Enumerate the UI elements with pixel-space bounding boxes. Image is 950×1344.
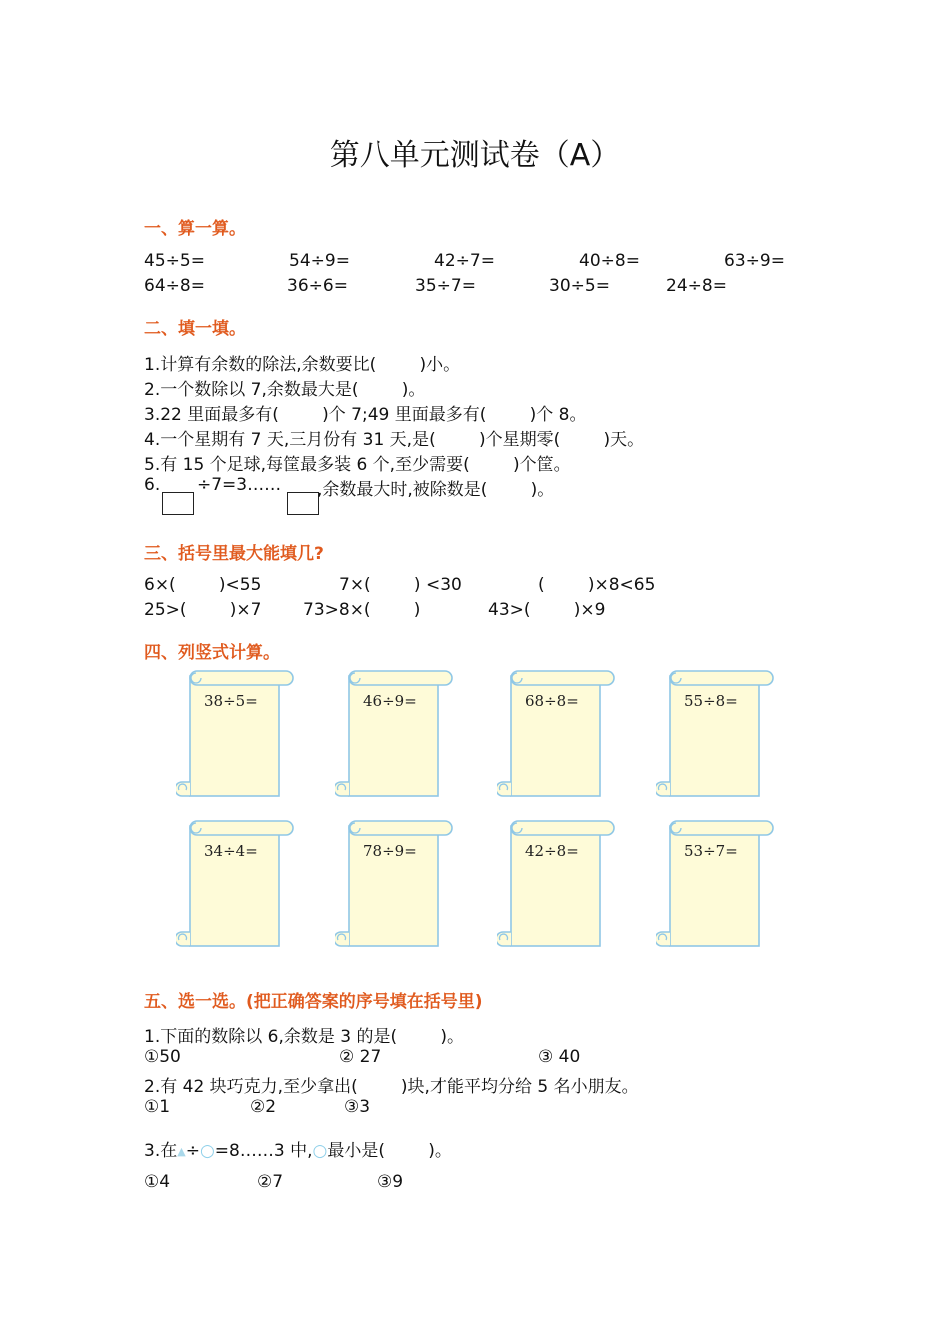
scroll-card xyxy=(176,668,298,800)
section-5-heading: 五、选一选。(把正确答案的序号填在括号里) xyxy=(144,992,483,1012)
division-problem: 46÷9= xyxy=(363,692,417,710)
circle-icon: ○ xyxy=(312,1141,328,1161)
choice-option: ①50 xyxy=(144,1047,181,1067)
division-problem: 68÷8= xyxy=(525,692,579,710)
section-4-heading: 四、列竖式计算。 xyxy=(144,643,280,663)
scroll-paper-icon xyxy=(497,668,619,800)
fill-question-2: 2.一个数除以 7,余数最大是( )。 xyxy=(144,380,426,400)
scroll-paper-icon xyxy=(497,818,619,950)
inequality-problem: 6×( )<55 xyxy=(144,575,262,595)
fill-question-6-prefix: 6. xyxy=(144,475,161,495)
choice-question-2: 2.有 42 块巧克力,至少拿出( )块,才能平均分给 5 名小朋友。 xyxy=(144,1077,639,1097)
q3-suffix: 最小是( )。 xyxy=(327,1141,452,1161)
section-3-heading: 三、括号里最大能填几? xyxy=(144,544,324,564)
page-title: 第八单元测试卷（A） xyxy=(329,138,621,173)
q3-middle: =8……3 中, xyxy=(214,1141,313,1161)
calc-problem: 35÷7= xyxy=(415,276,476,296)
scroll-paper-icon xyxy=(656,668,778,800)
choice-option: ①1 xyxy=(144,1097,171,1117)
division-problem: 53÷7= xyxy=(684,842,738,860)
circle-icon: ○ xyxy=(199,1141,215,1161)
scroll-card xyxy=(176,818,298,950)
inequality-problem: 43>( )×9 xyxy=(488,600,606,620)
division-problem: 78÷9= xyxy=(363,842,417,860)
fill-question-5: 5.有 15 个足球,每筐最多装 6 个,至少需要( )个筐。 xyxy=(144,455,571,475)
calc-problem: 30÷5= xyxy=(549,276,610,296)
calc-problem: 40÷8= xyxy=(579,251,640,271)
fill-question-6-suffix: ,余数最大时,被除数是( )。 xyxy=(317,480,555,500)
fill-question-3: 3.22 里面最多有( )个 7;49 里面最多有( )个 8。 xyxy=(144,405,587,425)
inequality-problem: 73>8×( ) xyxy=(303,600,421,620)
scroll-paper-icon xyxy=(656,818,778,950)
calc-problem: 24÷8= xyxy=(666,276,727,296)
fill-question-6-mid: ÷7=3…… xyxy=(197,475,282,495)
calc-problem: 63÷9= xyxy=(724,251,785,271)
calc-problem: 64÷8= xyxy=(144,276,205,296)
scroll-card xyxy=(335,668,457,800)
choice-option: ③9 xyxy=(377,1172,404,1192)
scroll-card xyxy=(656,668,778,800)
scroll-card xyxy=(497,668,619,800)
choice-option: ①4 xyxy=(144,1172,171,1192)
calc-problem: 45÷5= xyxy=(144,251,205,271)
choice-question-3 xyxy=(144,1136,452,1161)
choice-option: ② 27 xyxy=(339,1047,382,1067)
division-problem: 55÷8= xyxy=(684,692,738,710)
inequality-problem: ( )×8<65 xyxy=(538,575,656,595)
fill-question-1: 1.计算有余数的除法,余数要比( )小。 xyxy=(144,355,461,375)
fill-question-4: 4.一个星期有 7 天,三月份有 31 天,是( )个星期零( )天。 xyxy=(144,430,645,450)
choice-option: ②7 xyxy=(257,1172,284,1192)
inequality-problem: 7×( ) <30 xyxy=(339,575,462,595)
choice-option: ③3 xyxy=(344,1097,371,1117)
choice-option: ②2 xyxy=(250,1097,277,1117)
scroll-card xyxy=(335,818,457,950)
scroll-paper-icon xyxy=(176,818,298,950)
triangle-icon: ▲ xyxy=(177,1145,186,1158)
calc-problem: 42÷7= xyxy=(434,251,495,271)
scroll-paper-icon xyxy=(335,668,457,800)
division-problem: 38÷5= xyxy=(204,692,258,710)
section-1-heading: 一、算一算。 xyxy=(144,219,246,239)
scroll-card xyxy=(497,818,619,950)
choice-question-1: 1.下面的数除以 6,余数是 3 的是( )。 xyxy=(144,1027,464,1047)
scroll-paper-icon xyxy=(335,818,457,950)
choice-option: ③ 40 xyxy=(538,1047,581,1067)
scroll-paper-icon xyxy=(176,668,298,800)
divide-sign: ÷ xyxy=(185,1141,200,1161)
section-2-heading: 二、填一填。 xyxy=(144,319,246,339)
division-problem: 42÷8= xyxy=(525,842,579,860)
answer-box-remainder xyxy=(287,492,319,515)
calc-problem: 36÷6= xyxy=(287,276,348,296)
answer-box-dividend xyxy=(162,492,194,515)
scroll-card xyxy=(656,818,778,950)
calc-problem: 54÷9= xyxy=(289,251,350,271)
division-problem: 34÷4= xyxy=(204,842,258,860)
q3-prefix: 3.在 xyxy=(144,1141,178,1161)
inequality-problem: 25>( )×7 xyxy=(144,600,262,620)
